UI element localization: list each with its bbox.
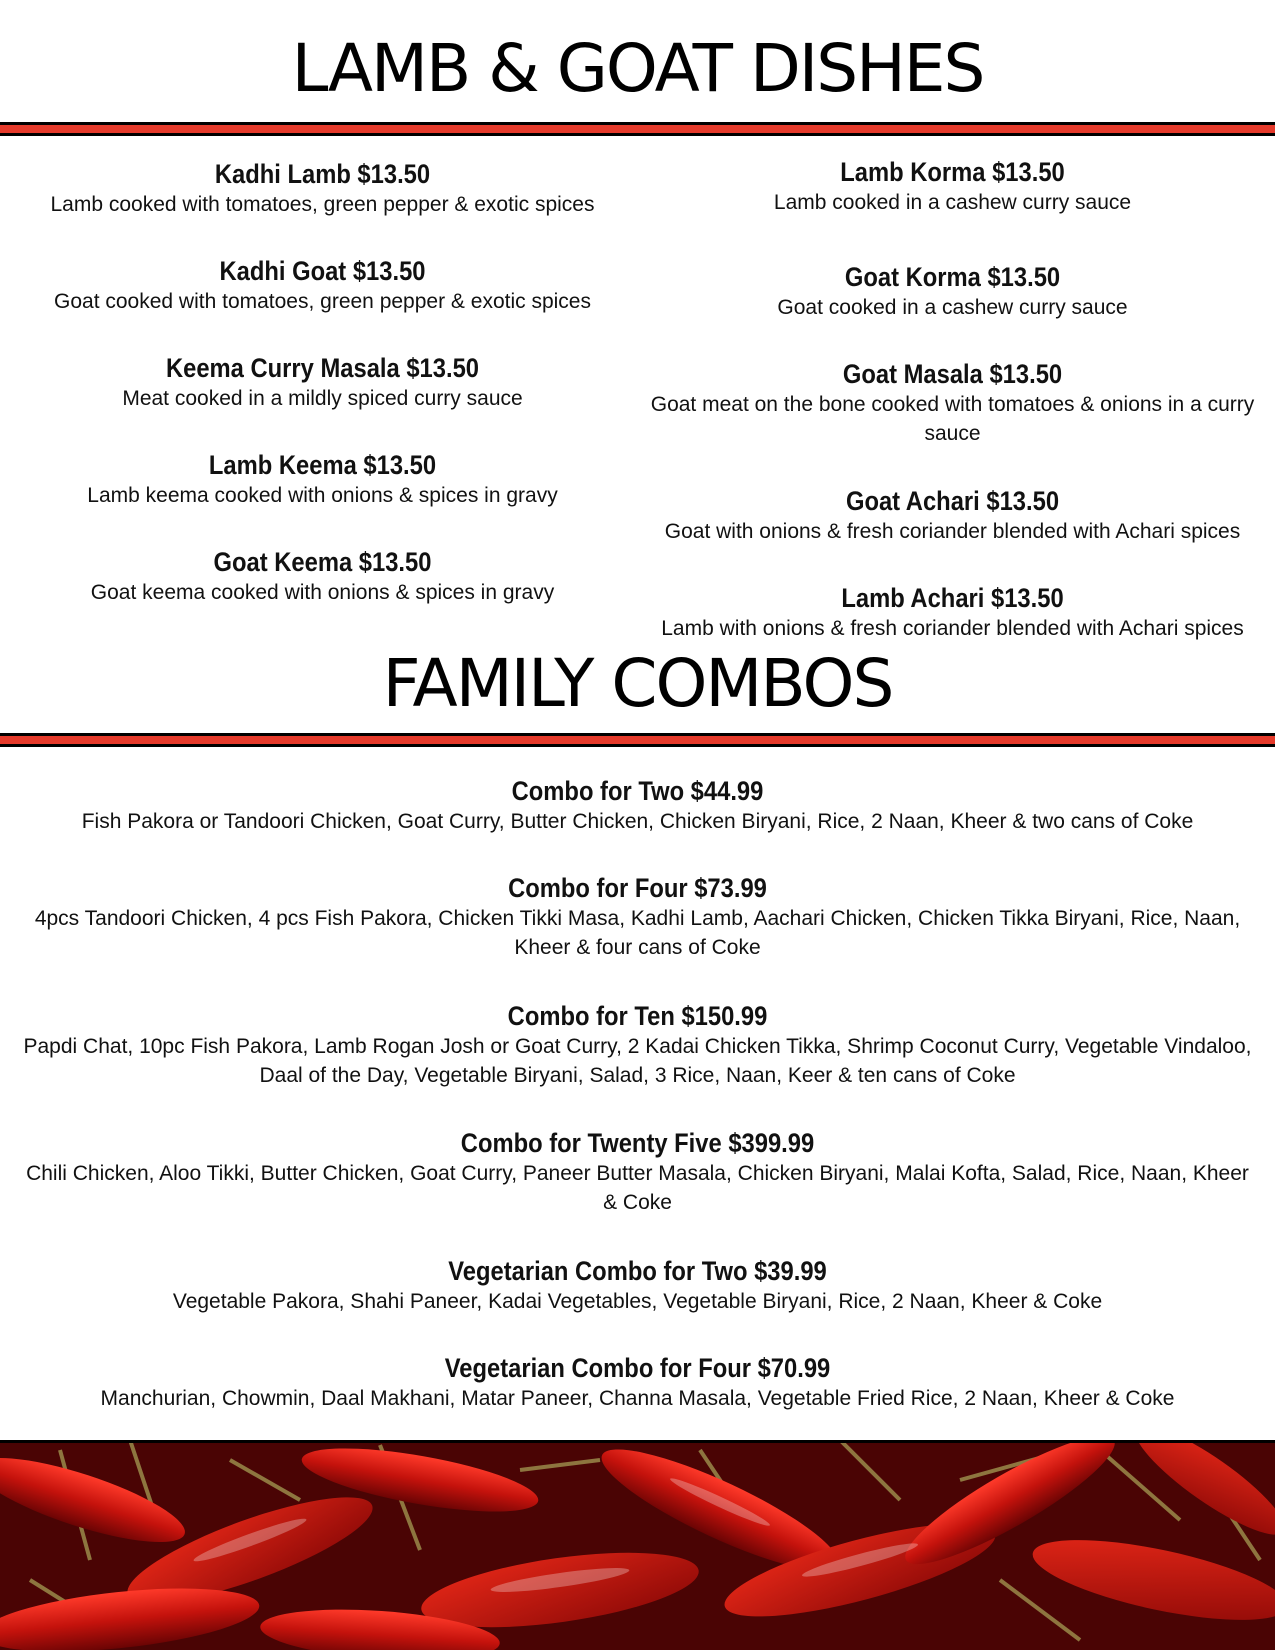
- menu-item-description: Goat with onions & fresh coriander blended with Achari spices: [664, 520, 1241, 543]
- combo-item: [0, 1000, 1275, 1090]
- combo-item: [0, 1127, 1275, 1217]
- combo-item: [0, 872, 1275, 962]
- combo-name: Vegetarian Combo for Two $39.99: [448, 1256, 827, 1286]
- menu-item: [40, 158, 605, 219]
- menu-item-description: Goat keema cooked with onions & spices in gravy: [90, 581, 555, 604]
- combo-item: [0, 1352, 1275, 1413]
- combo-description: Chili Chicken, Aloo Tikki, Butter Chicken, Goat Curry, Paneer Butter Masala, Chicken Biryani, Malai Kofta, Salad, Rice, Naan, Kheer & Coke: [26, 1162, 1249, 1214]
- combo-description: Papdi Chat, 10pc Fish Pakora, Lamb Rogan Josh or Goat Curry, 2 Kadai Chicken Tikka, Shrimp Coconut Curry, Vegetable Vindaloo, Daal of the Day, Vegetable Biryani, Salad, 3 Rice, Naan, Keer & ten cans of Coke: [23, 1035, 1252, 1087]
- menu-item: [640, 261, 1265, 322]
- menu-item-name: Kadhi Goat $13.50: [219, 256, 426, 286]
- combo-name: Combo for Twenty Five $399.99: [460, 1128, 815, 1158]
- menu-item: [640, 156, 1265, 217]
- menu-item: [40, 449, 605, 510]
- menu-item-description: Lamb with onions & fresh coriander blended with Achari spices: [661, 617, 1244, 640]
- red-chili-peppers-image: [0, 1440, 1275, 1650]
- menu-item-description: Lamb cooked with tomatoes, green pepper & exotic spices: [50, 193, 595, 216]
- menu-item-description: Goat cooked in a cashew curry sauce: [777, 296, 1128, 319]
- menu-item-description: Lamb cooked in a cashew curry sauce: [773, 191, 1132, 214]
- menu-item: [640, 485, 1265, 546]
- menu-item-description: Goat cooked with tomatoes, green pepper & exotic spices: [54, 290, 591, 313]
- combo-name: Combo for Two $44.99: [511, 776, 764, 806]
- menu-item-description: Lamb keema cooked with onions & spices in gravy: [87, 484, 558, 507]
- combo-item: [0, 1255, 1275, 1316]
- menu-item: [640, 358, 1265, 448]
- menu-item-name: Keema Curry Masala $13.50: [165, 353, 480, 383]
- section-title-lamb-goat: LAMB & GOAT DISHES: [291, 30, 984, 107]
- menu-item: [40, 352, 605, 413]
- chili-peppers-illustration: [0, 1440, 1275, 1650]
- menu-item-name: Kadhi Lamb $13.50: [214, 159, 431, 189]
- combo-description: Manchurian, Chowmin, Daal Makhani, Matar Paneer, Channa Masala, Vegetable Fried Rice, 2 Naan, Kheer & Coke: [100, 1387, 1175, 1410]
- menu-item-name: Goat Keema $13.50: [213, 547, 432, 577]
- combo-item: [0, 775, 1275, 836]
- menu-item-name: Goat Achari $13.50: [845, 486, 1060, 516]
- section-divider: [0, 733, 1275, 747]
- menu-item-name: Lamb Keema $13.50: [208, 450, 437, 480]
- menu-item-name: Lamb Achari $13.50: [841, 583, 1064, 613]
- menu-item-description: Meat cooked in a mildly spiced curry sauce: [122, 387, 523, 410]
- section-divider: [0, 122, 1275, 136]
- menu-item-description: Goat meat on the bone cooked with tomatoes & onions in a curry sauce: [650, 393, 1255, 445]
- combo-description: Fish Pakora or Tandoori Chicken, Goat Curry, Butter Chicken, Chicken Biryani, Rice, 2 Naan, Kheer & two cans of Coke: [81, 810, 1194, 833]
- menu-item-name: Goat Korma $13.50: [844, 262, 1061, 292]
- combo-description: 4pcs Tandoori Chicken, 4 pcs Fish Pakora, Chicken Tikki Masa, Kadhi Lamb, Aachari Chicken, Chicken Tikka Biryani, Rice, Naan, Kheer & four cans of Coke: [34, 907, 1241, 959]
- combo-name: Combo for Ten $150.99: [507, 1001, 768, 1031]
- combo-name: Combo for Four $73.99: [508, 873, 767, 903]
- section-title-family-combos: FAMILY COMBOS: [382, 645, 893, 722]
- combo-name: Vegetarian Combo for Four $70.99: [444, 1353, 831, 1383]
- menu-item: [640, 582, 1265, 643]
- menu-item: [40, 546, 605, 607]
- menu-item-name: Goat Masala $13.50: [842, 359, 1063, 389]
- menu-item-name: Lamb Korma $13.50: [840, 157, 1065, 187]
- menu-item: [40, 255, 605, 316]
- combo-description: Vegetable Pakora, Shahi Paneer, Kadai Vegetables, Vegetable Biryani, Rice, 2 Naan, Kheer & Coke: [172, 1290, 1103, 1313]
